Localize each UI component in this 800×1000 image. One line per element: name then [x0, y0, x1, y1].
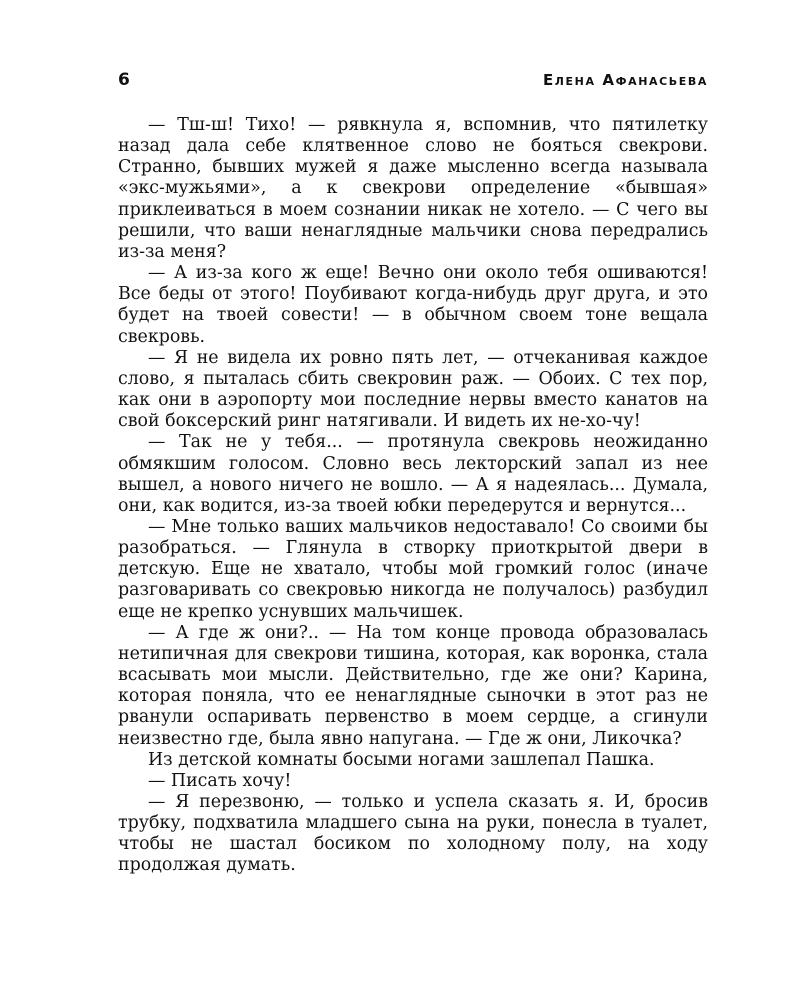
paragraph: — А из-за кого ж еще! Вечно они около тебя ошиваются! Все беды от этого! Поубивают когда-нибудь друг друга, и это будет на твоей совести! — в обычном своем тоне вещала свекровь.: [118, 263, 708, 347]
paragraph: — А где ж они?.. — На том конце провода образовалась нетипичная для свекрови тишина, которая, как воронка, стала всасывать мои мысли. Действительно, где же они? Карина, которая поняла, что ее ненаглядные сыночки в этот раз не рванули оспаривать первенство в моем сердце, а сгинули неизвестно где, была явно напугана. — Где ж они, Ликочка?: [118, 622, 708, 749]
author-name: Елена Афанасьева: [542, 71, 708, 89]
paragraph: Из детской комнаты босыми ногами зашлепал Пашка.: [148, 749, 655, 770]
page-number: 6: [118, 70, 130, 90]
running-head: [118, 70, 708, 100]
paragraph: — Я перезвоню, — только и успела сказать я. И, бросив трубку, подхватила младшего сына на руки, понесла в туалет, чтобы не шастал босиком по холодному полу, на ходу продолжая думать.: [118, 792, 708, 876]
paragraph: — Я не видела их ровно пять лет, — отчеканивая каждое слово, я пыталась сбить свекровин раж. — Обоих. С тех пор, как они в аэропорту мои последние нервы вместо канатов на свой боксерский ринг натягивали. И видеть их не-хо-чу!: [118, 347, 708, 432]
paragraph: — Тш-ш! Тихо! — рявкнула я, вспомнив, что пятилетку назад дала себе клятвенное слово не бояться свекрови. Странно, бывших мужей я даже мысленно всегда называла «экс-мужьями», а к свекрови определение «бывшая» приклеиваться в моем сознании никак не хотело. — С чего вы решили, что ваши ненаглядные мальчики снова передрались из-за меня?: [118, 115, 708, 262]
book-page: [118, 70, 708, 877]
paragraph: — Мне только ваших мальчиков недоставало! Со своими бы разобраться. — Глянула в створку приоткрытой двери в детскую. Еще не хватало, чтобы мой громкий голос (иначе разговаривать со свекровью никогда не получалось) разбудил еще не крепко уснувших мальчишек.: [118, 516, 708, 622]
paragraph: — Писать хочу!: [148, 770, 292, 791]
body-text: [118, 115, 708, 877]
paragraph: — Так не у тебя... — протянула свекровь неожиданно обмякшим голосом. Словно весь лекторский запал из нее вышел, а нового ничего не вошло. — А я надеялась... Думала, они, как водится, из-за твоей юбки передерутся и вернутся...: [118, 432, 708, 516]
